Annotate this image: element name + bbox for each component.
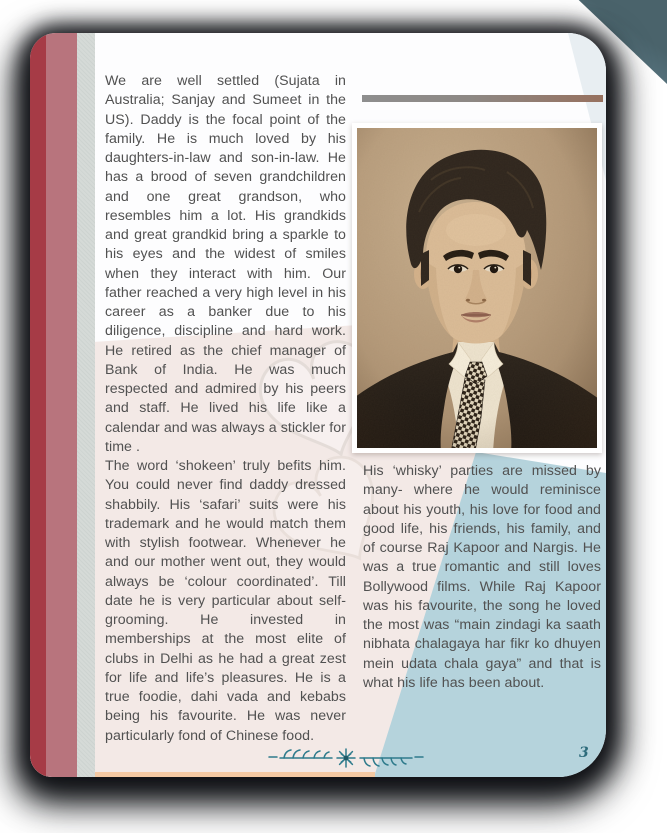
left-stripe-dark-red (30, 33, 46, 777)
scrapbook-page (30, 33, 606, 777)
left-stripe-rose (46, 33, 77, 777)
paragraph-whisky: His ‘whisky’ parties are missed by many- where he would reminisce about his youth, his love for food and good life, his friends, his family, and of course Raj Kapoor and Nargis. He was a true romantic and still loves Bollywood films. While Raj Kapoor was his favourite, the song he loved the most was “main zindagi ka saath nibhata chalagaya har fikr ko dhuyen mein udata chala gaya” and that is what his life has been about. (363, 463, 601, 691)
right-text-column (363, 462, 601, 693)
left-stripe-gray (77, 33, 95, 777)
portrait-photo (352, 123, 602, 453)
paragraph-shokeen: The word ‘shokeen’ truly befits him. You could never find daddy dressed shabbily. His ‘safari’ suits were his trademark and he would match them with stylish footwear. Whenever he and our mother went out, they would always be ‘colour coordinated’. Till date he is very particular about self-grooming. He invested in memberships at the most elite of clubs in Delhi as he had a great zest for life and life’s pleasures. He is a true foodie, dahi vada and kebabs being his favourite. He was never particularly fond of Chinese food. (105, 458, 346, 744)
peach-bottom-strip (95, 772, 375, 777)
vine-divider-ornament-icon (266, 745, 426, 771)
portrait-photo-image (357, 128, 597, 448)
page-number: 3 (579, 745, 589, 761)
left-text-column (105, 72, 346, 746)
gradient-divider-bar (362, 95, 603, 102)
paragraph-family: We are well settled (Sujata in Australia; Sanjay and Sumeet in the US). Daddy is the focal point of the family. He is much loved by his daughters-in-law and son-in-law. He has a brood of seven grandchildren and one great grandson, who resembles him a lot. His grandkids and great grandkid bring a sparkle to his eyes and the widest of smiles when they interact with him. Our father reached a very high level in his career as a banker due to his diligence, discipline and hard work. He retired as the chief manager of Bank of India. He was much respected and admired by his peers and staff. He lived his life like a calendar and was always a stickler for time . (105, 73, 346, 455)
